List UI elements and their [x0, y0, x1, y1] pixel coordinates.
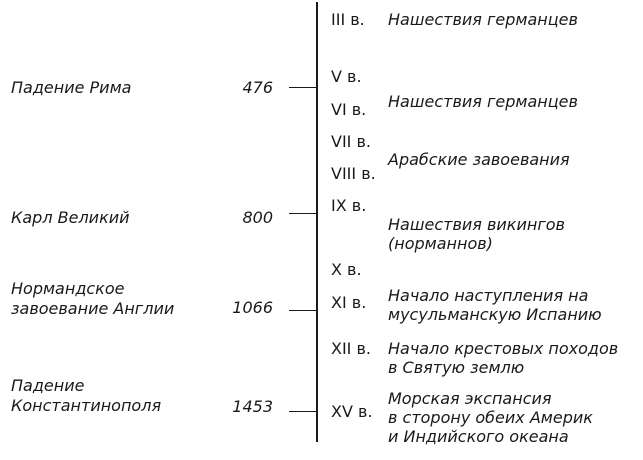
event-year: 800	[242, 208, 273, 227]
event-year: 476	[242, 78, 273, 97]
description-line: Начало крестовых походов	[388, 339, 619, 358]
description-line: Нашествия германцев	[388, 10, 578, 29]
century-description	[388, 92, 578, 111]
description-line: в сторону обеих Америк	[388, 408, 593, 427]
event-charlemagne	[11, 208, 130, 228]
timeline-axis	[316, 2, 318, 442]
century-label: XII в.	[331, 339, 371, 358]
event-fall-of-rome	[11, 78, 131, 98]
description-line: Нашествия германцев	[388, 92, 578, 111]
event-line: Константинополя	[11, 396, 162, 415]
century-description	[388, 10, 578, 29]
century-description	[388, 215, 565, 253]
description-line: и Индийского океана	[388, 427, 569, 446]
century-description	[388, 286, 602, 324]
century-label: XV в.	[331, 402, 373, 421]
century-label: IX в.	[331, 196, 367, 215]
century-label: VIII в.	[331, 164, 376, 183]
event-year: 1453	[232, 397, 273, 416]
description-line: Нашествия викингов	[388, 215, 565, 234]
description-line: в Святую землю	[388, 358, 525, 377]
event-fall-of-constantinople	[11, 376, 161, 416]
event-line: завоевание Англии	[11, 299, 175, 318]
description-line: (норманнов)	[388, 234, 493, 253]
description-line: мусульманскую Испанию	[388, 305, 602, 324]
century-description	[388, 339, 618, 377]
description-line: Арабские завоевания	[388, 150, 570, 169]
event-year: 1066	[232, 298, 273, 317]
event-tick	[289, 213, 317, 214]
century-description	[388, 150, 570, 169]
event-line: Карл Великий	[11, 208, 130, 227]
century-label: XI в.	[331, 293, 367, 312]
century-label: VI в.	[331, 100, 367, 119]
century-label: III в.	[331, 10, 365, 29]
event-tick	[289, 411, 317, 412]
century-label: V в.	[331, 67, 362, 86]
event-line: Падение Рима	[11, 78, 132, 97]
event-line: Нормандское	[11, 279, 125, 298]
event-line: Падение	[11, 376, 85, 395]
description-line: Морская экспансия	[388, 389, 552, 408]
century-label: VII в.	[331, 132, 371, 151]
event-tick	[289, 310, 317, 311]
description-line: Начало наступления на	[388, 286, 589, 305]
century-label: X в.	[331, 260, 362, 279]
century-description	[388, 389, 593, 446]
event-tick	[289, 87, 317, 88]
event-norman-conquest	[11, 279, 174, 319]
